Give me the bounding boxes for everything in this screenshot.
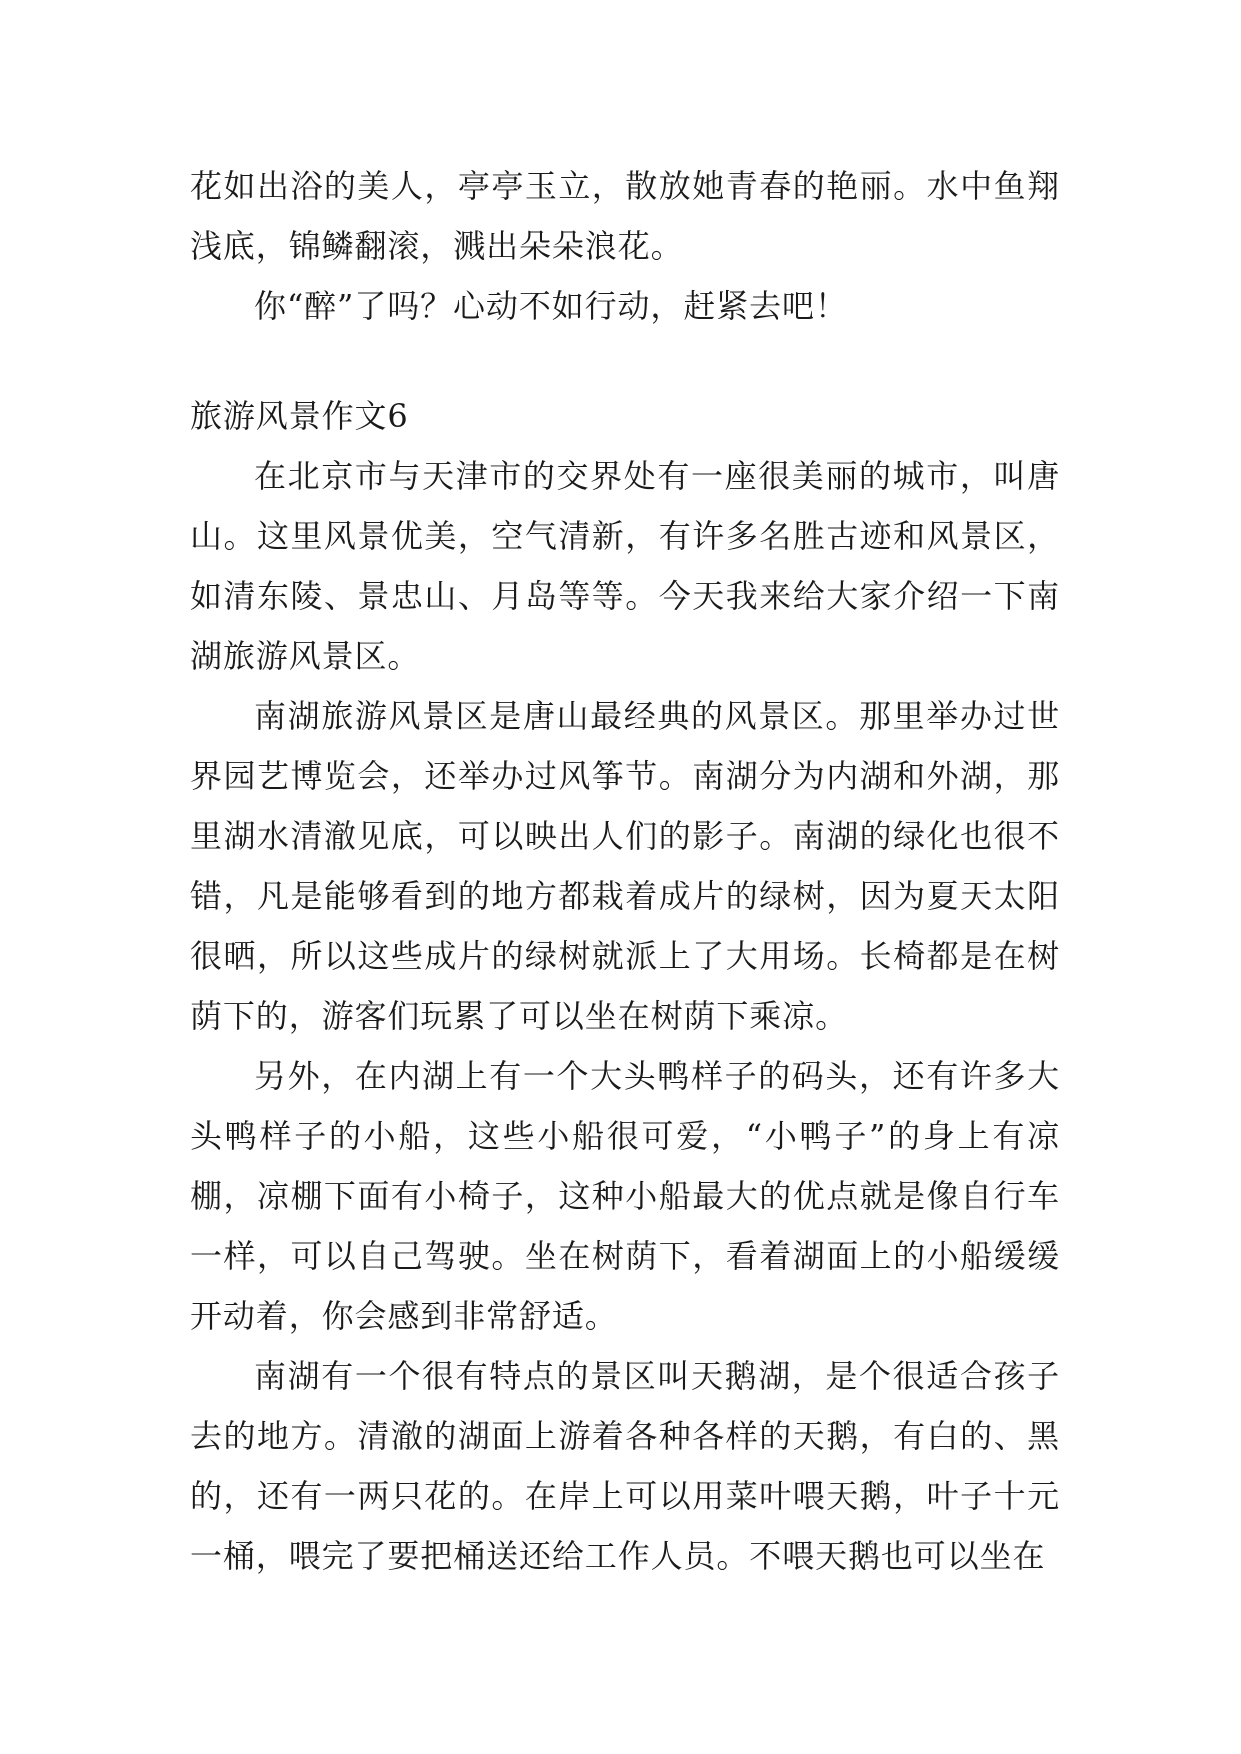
essay-paragraph-1: 在北京市与天津市的交界处有一座很美丽的城市，叫唐山。这里风景优美，空气清新，有许多名胜古迹和风景区，如清东陵、景忠山、月岛等等。今天我来给大家介绍一下南湖旅游风景区。 bbox=[190, 457, 1060, 675]
closing-paragraph: 你“醉”了吗？心动不如行动，赶紧去吧！ bbox=[254, 287, 848, 325]
essay-title: 旅游风景作文6 bbox=[190, 397, 409, 435]
essay-paragraph-2: 南湖旅游风景区是唐山最经典的风景区。那里举办过世界园艺博览会，还举办过风筝节。南湖分为内湖和外湖，那里湖水清澈见底，可以映出人们的影子。南湖的绿化也很不错，凡是能够看到的地方都栽着成片的绿树，因为夏天太阳很晒，所以这些成片的绿树就派上了大用场。长椅都是在树荫下的，游客们玩累了可以坐在树荫下乘凉。 bbox=[190, 697, 1060, 1035]
top-section bbox=[190, 156, 1060, 336]
essay-section bbox=[190, 386, 1060, 1586]
essay-paragraph-4: 南湖有一个很有特点的景区叫天鹅湖，是个很适合孩子去的地方。清澈的湖面上游着各种各样的天鹅，有白的、黑的，还有一两只花的。在岸上可以用菜叶喂天鹅，叶子十元一桶，喂完了要把桶送还给工作人员。不喂天鹅也可以坐在 bbox=[190, 1357, 1060, 1575]
essay-paragraph-3: 另外，在内湖上有一个大头鸭样子的码头，还有许多大头鸭样子的小船，这些小船很可爱，“小鸭子”的身上有凉棚，凉棚下面有小椅子，这种小船最大的优点就是像自行车一样，可以自己驾驶。坐在树荫下，看着湖面上的小船缓缓开动着，你会感到非常舒适。 bbox=[190, 1057, 1060, 1335]
continuation-paragraph: 花如出浴的美人，亭亭玉立，散放她青春的艳丽。水中鱼翔浅底，锦鳞翻滚，溅出朵朵浪花。 bbox=[190, 167, 1060, 265]
